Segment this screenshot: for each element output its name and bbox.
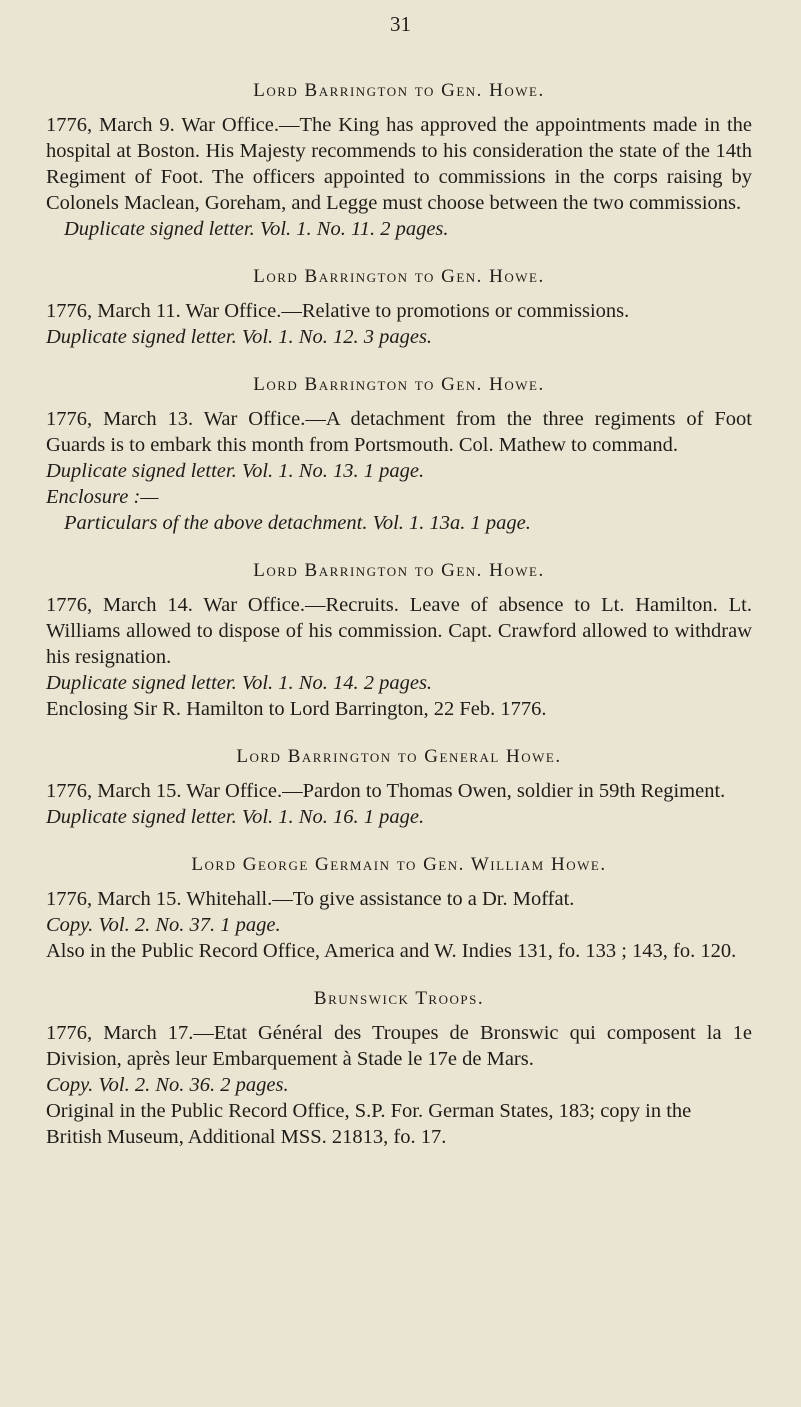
entry-body: 1776, March 15. Whitehall.—To give assistance to a Dr. Moffat. (46, 888, 575, 910)
calendar-entry (46, 78, 752, 242)
entry-reference: Copy. Vol. 2. No. 36. 2 pages. (46, 1074, 289, 1096)
entry-body: 1776, March 14. War Office.—Recruits. Leave of absence to Lt. Hamilton. Lt. Williams allowed to dispose of his commission. Capt. Crawford allowed to withdraw his resignation. (46, 594, 752, 668)
calendar-entry (46, 852, 752, 964)
entry-heading: Lord Barrington to General Howe. (236, 746, 562, 767)
entry-heading: Lord Barrington to Gen. Howe. (253, 374, 545, 395)
entry-reference: Duplicate signed letter. Vol. 1. No. 14. 2 pages. (46, 672, 433, 694)
entry-original-in: Original in the Public Record Office, S.P. For. German States, 183; copy in the British Museum, Additional MSS. 21813, fo. 17. (46, 1100, 692, 1148)
entry-body: 1776, March 9. War Office.—The King has approved the appointments made in the hospital at Boston. His Majesty recommends to his consideration the state of the 14th Regiment of Foot. The officers appointed to commissions in the corps raising by Colonels Maclean, Goreham, and Legge must choose between the two commissions. (46, 114, 752, 214)
entry-reference: Duplicate signed letter. Vol. 1. No. 11. 2 pages. (64, 218, 449, 240)
entry-reference: Duplicate signed letter. Vol. 1. No. 16. 1 page. (46, 806, 425, 828)
entry-heading: Lord Barrington to Gen. Howe. (253, 266, 545, 287)
entry-reference: Copy. Vol. 2. No. 37. 1 page. (46, 914, 281, 936)
entry-enclosure: Particulars of the above detachment. Vol. 1. 13a. 1 page. (64, 512, 531, 534)
page-number: 31 (390, 12, 411, 36)
entry-heading: Lord Barrington to Gen. Howe. (253, 80, 545, 101)
calendar-entries (46, 78, 752, 1172)
entry-enclosure-label: Enclosure :— (46, 486, 159, 508)
entry-heading: Lord George Germain to Gen. William Howe. (191, 854, 607, 875)
calendar-entry (46, 986, 752, 1150)
entry-body: 1776, March 11. War Office.—Relative to promotions or commissions. (46, 300, 630, 322)
entry-heading: Lord Barrington to Gen. Howe. (253, 560, 545, 581)
entry-enclosing: Enclosing Sir R. Hamilton to Lord Barrington, 22 Feb. 1776. (46, 698, 547, 720)
entry-also-in: Also in the Public Record Office, America and W. Indies 131, fo. 133 ; 143, fo. 120. (46, 940, 737, 962)
entry-reference: Duplicate signed letter. Vol. 1. No. 12. 3 pages. (46, 326, 433, 348)
entry-body: 1776, March 13. War Office.—A detachment from the three regiments of Foot Guards is to embark this month from Portsmouth. Col. Mathew to command. (46, 408, 752, 456)
entry-reference: Duplicate signed letter. Vol. 1. No. 13. 1 page. (46, 460, 425, 482)
calendar-entry (46, 558, 752, 722)
calendar-entry (46, 372, 752, 536)
calendar-entry (46, 264, 752, 350)
entry-heading: Brunswick Troops. (313, 988, 485, 1009)
entry-body: 1776, March 17.—Etat Général des Troupes de Bronswic qui composent la 1e Division, après leur Embarquement à Stade le 17e de Mars. (46, 1022, 752, 1070)
calendar-entry (46, 744, 752, 830)
entry-body: 1776, March 15. War Office.—Pardon to Thomas Owen, soldier in 59th Regiment. (46, 780, 726, 802)
